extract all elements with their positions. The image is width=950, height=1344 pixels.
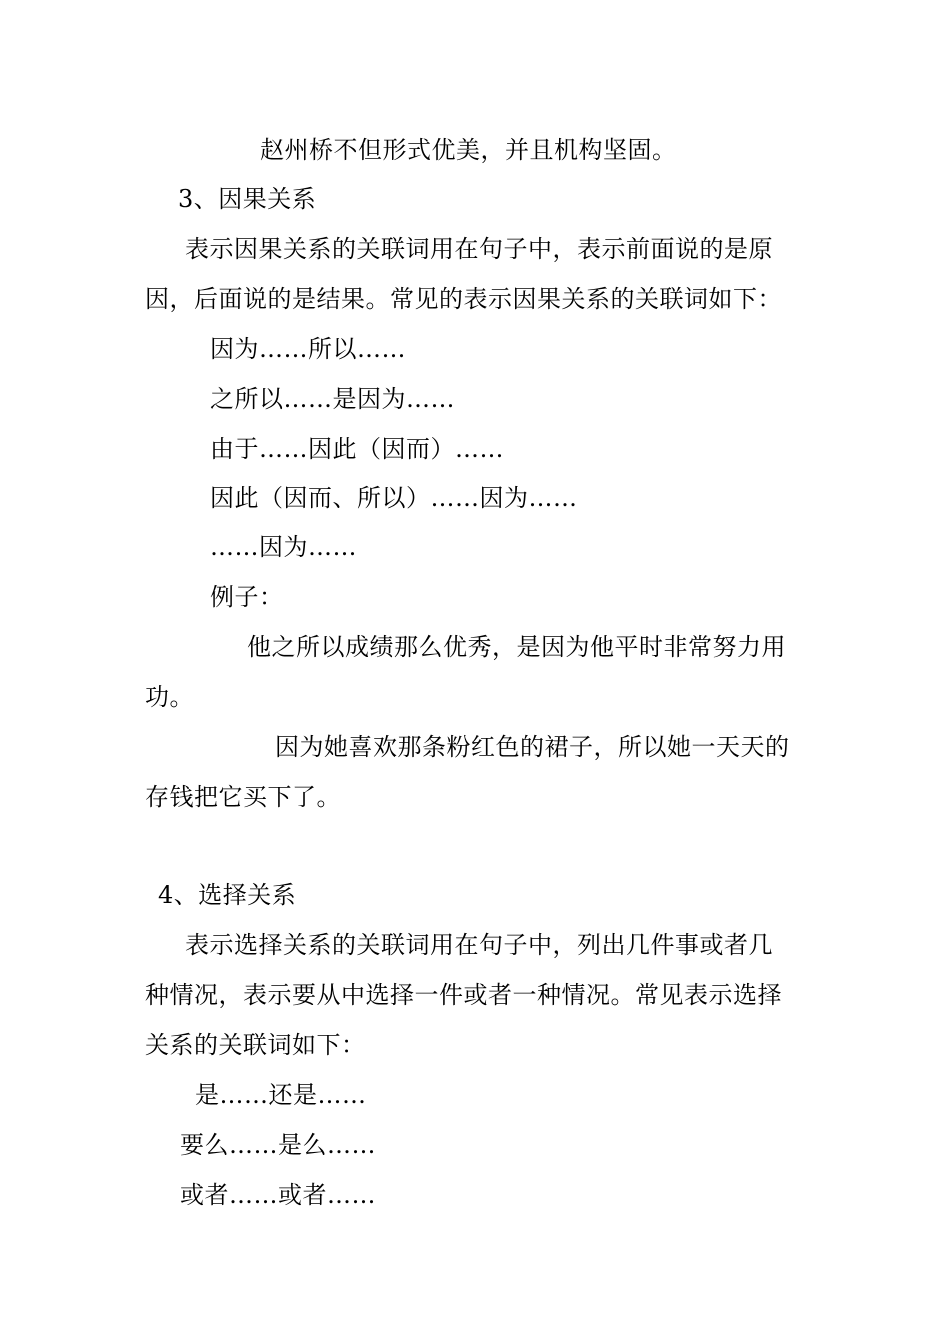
causal-pair-5: ……因为…… bbox=[210, 533, 357, 561]
section-3-intro-line-1: 表示因果关系的关联词用在句子中，表示前面说的是原 bbox=[185, 235, 773, 263]
choice-pair-3: 或者……或者…… bbox=[180, 1181, 376, 1209]
section-4-heading: 4、选择关系 bbox=[158, 881, 297, 909]
section-3-intro-line-2: 因，后面说的是结果。常见的表示因果关系的关联词如下： bbox=[145, 285, 782, 313]
example-1-line-1: 他之所以成绩那么优秀，是因为他平时非常努力用 bbox=[247, 633, 786, 661]
section-4-intro-line-3: 关系的关联词如下： bbox=[145, 1031, 366, 1059]
example-1-line-2: 功。 bbox=[145, 683, 194, 711]
choice-pair-2: 要么……是么…… bbox=[180, 1131, 376, 1159]
example-2-line-2: 存钱把它买下了。 bbox=[145, 783, 341, 811]
example-sentence-bridge: 赵州桥不但形式优美，并且机构坚固。 bbox=[260, 136, 677, 164]
section-4-intro-line-1: 表示选择关系的关联词用在句子中，列出几件事或者几 bbox=[185, 931, 773, 959]
causal-pair-3: 由于……因此（因而）…… bbox=[210, 435, 504, 463]
choice-pair-1: 是……还是…… bbox=[195, 1081, 367, 1109]
examples-label: 例子： bbox=[210, 583, 284, 611]
causal-pair-2: 之所以……是因为…… bbox=[210, 385, 455, 413]
causal-pair-4: 因此（因而、所以）……因为…… bbox=[210, 484, 578, 512]
section-4-intro-line-2: 种情况，表示要从中选择一件或者一种情况。常见表示选择 bbox=[145, 981, 782, 1009]
section-3-heading: 3、因果关系 bbox=[178, 185, 317, 213]
example-2-line-1: 因为她喜欢那条粉红色的裙子，所以她一天天的 bbox=[275, 733, 790, 761]
causal-pair-1: 因为……所以…… bbox=[210, 335, 406, 363]
